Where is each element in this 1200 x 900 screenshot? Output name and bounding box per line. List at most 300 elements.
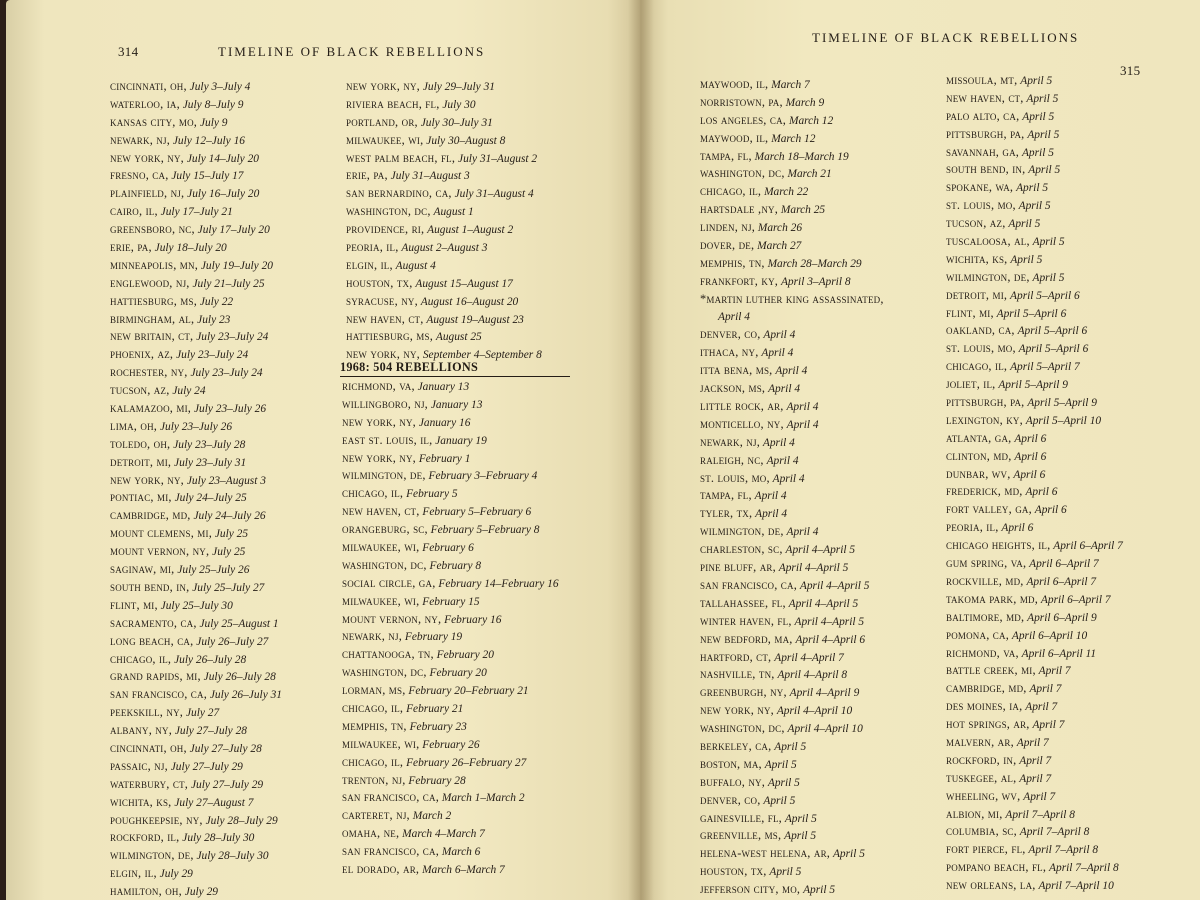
entry-date: April 6 (1014, 450, 1047, 463)
list-item (946, 144, 1123, 162)
entry-date: July 18–July 20 (154, 242, 227, 255)
entry-date: July 27–July 29 (190, 778, 264, 791)
entry-place: pontiac, mi, (110, 490, 172, 505)
entry-date: July 28–July 30 (196, 850, 269, 863)
entry-place: hattiesburg, ms, (110, 293, 198, 308)
entry-date: March 12 (788, 114, 834, 127)
list-item (700, 309, 884, 327)
entry-place: phoenix, az, (110, 347, 174, 362)
entry-place: fort valley, ga, (946, 502, 1032, 517)
list-item (110, 454, 282, 472)
list-item (110, 311, 282, 329)
entry-place: berkeley, ca, (700, 738, 772, 753)
entry-place: gainesville, fl, (700, 810, 782, 825)
entry-date: March 6–March 7 (422, 864, 505, 877)
entry-place: st. louis, mo, (946, 341, 1016, 356)
entry-place: hamilton, oh, (110, 884, 182, 899)
list-item (700, 94, 884, 112)
list-item (110, 150, 282, 168)
entry-date: April 6–April 7 (1029, 558, 1099, 571)
entry-date: April 4 (761, 347, 794, 360)
entry-date: February 20 (429, 667, 487, 680)
entry-date: April 5 (1021, 146, 1054, 159)
entry-place: denver, co, (700, 792, 761, 807)
entry-place: lima, oh, (110, 418, 158, 433)
list-item (110, 489, 282, 507)
entry-date: February 16 (444, 613, 502, 626)
entry-date: April 5–April 6 (996, 307, 1067, 320)
entry-date: April 4 (718, 310, 750, 323)
entry-place: washington, dc, (700, 166, 785, 181)
list-item (342, 467, 559, 485)
list-item (946, 358, 1123, 376)
list-item (700, 487, 884, 505)
entry-date: April 4 (786, 418, 819, 431)
entry-date: April 5 (774, 740, 807, 753)
list-item (110, 776, 282, 794)
list-item (946, 698, 1123, 716)
entry-date: March 1–March 2 (441, 792, 525, 805)
entry-place: gum spring, va, (946, 556, 1027, 571)
entry-date: March 21 (787, 168, 832, 181)
entry-place: chicago heights, il, (946, 538, 1051, 553)
entry-date: April 4–April 10 (776, 705, 853, 718)
entry-place: cambridge, md, (946, 681, 1027, 696)
list-item (342, 861, 559, 879)
entry-date: July 31–August 2 (458, 152, 538, 165)
entry-place: greensboro, nc, (110, 222, 195, 237)
list-item (700, 398, 884, 416)
list-item (346, 239, 542, 257)
entry-place: south bend, in, (110, 579, 190, 594)
entry-date: February 20 (436, 649, 494, 662)
entry-place: toledo, oh, (110, 436, 171, 451)
entry-place: kalamazoo, mi, (110, 401, 192, 416)
list-item (342, 485, 559, 503)
entry-date: April 5–April 9 (1027, 397, 1097, 410)
entry-date: April 4 (768, 383, 801, 396)
entry-place: pomona, ca, (946, 627, 1010, 642)
entry-place: *martin luther king assassinated, (700, 291, 884, 306)
entry-date: April 5 (803, 884, 836, 897)
entry-place: boston, ma, (700, 756, 762, 771)
running-head: TIMELINE OF BLACK REBELLIONS (812, 30, 1080, 45)
entry-date: March 22 (764, 186, 809, 199)
entry-place: hattiesburg, ms, (346, 329, 434, 344)
left-column-2-top (346, 78, 542, 364)
list-item (110, 346, 282, 364)
entry-place: chicago, il, (342, 486, 404, 501)
entry-place: lexington, ky, (946, 412, 1023, 427)
list-item (946, 483, 1123, 501)
list-item (946, 662, 1123, 680)
entry-place: flint, mi, (946, 305, 994, 320)
entry-date: July 25–July 26 (177, 564, 250, 577)
entry-place: nashville, tn, (700, 667, 775, 682)
entry-date: July 24–July 26 (193, 510, 266, 523)
entry-place: newark, nj, (700, 434, 760, 449)
entry-place: plainfield, nj, (110, 186, 185, 201)
entry-date: July 23–August 3 (186, 474, 266, 487)
entry-date: July 15–July 17 (171, 170, 244, 183)
entry-place: greenburgh, ny, (700, 685, 787, 700)
entry-date: August 1–August 2 (427, 224, 514, 237)
entry-date: April 5–April 6 (1017, 325, 1088, 338)
entry-date: August 16–August 20 (420, 295, 519, 308)
list-item (342, 628, 559, 646)
list-item (342, 682, 559, 700)
entry-place: new york, ny, (342, 450, 416, 465)
list-item (700, 774, 884, 792)
list-item (346, 311, 542, 329)
list-item (110, 740, 282, 758)
entry-place: waterbury, ct, (110, 776, 189, 791)
entry-date: January 13 (417, 381, 470, 393)
list-item (700, 130, 884, 148)
entry-date: July 17–July 20 (197, 224, 270, 237)
entry-date: April 5 (763, 794, 796, 807)
entry-date: April 7 (1019, 772, 1052, 785)
list-item (342, 843, 559, 861)
entry-date: March 12 (771, 132, 816, 145)
entry-date: April 4 (763, 329, 796, 342)
list-item (342, 378, 559, 396)
entry-place: oakland, ca, (946, 323, 1015, 338)
entry-date: July 31–August 3 (390, 170, 470, 183)
entry-place: hartsdale ,ny, (700, 202, 779, 217)
entry-place: passaic, nj, (110, 758, 168, 773)
list-item (110, 651, 282, 669)
list-item (342, 772, 559, 790)
entry-date: July 25–July 30 (160, 599, 233, 612)
entry-date: March 18–March 19 (754, 150, 849, 163)
entry-place: cincinnati, oh, (110, 79, 187, 93)
entry-date: August 19–August 23 (426, 313, 524, 326)
entry-date: July 29–July 31 (422, 81, 495, 93)
list-item (342, 646, 559, 664)
entry-date: April 4–April 10 (787, 723, 863, 736)
list-item (946, 269, 1123, 287)
list-item (110, 525, 282, 543)
entry-place: fresno, ca, (110, 168, 169, 183)
entry-date: April 5–April 6 (1010, 289, 1080, 302)
list-item (700, 881, 884, 899)
entry-date: April 7 (1032, 719, 1065, 732)
entry-place: mount clemens, mi, (110, 526, 212, 541)
entry-place: takoma park, md, (946, 591, 1039, 606)
list-item (342, 736, 559, 754)
list-item (946, 877, 1123, 895)
entry-date: April 6–April 7 (1040, 593, 1111, 606)
entry-place: new haven, ct, (346, 311, 424, 326)
list-item (342, 664, 559, 682)
entry-place: jefferson city, mo, (700, 882, 801, 897)
list-item (110, 507, 282, 525)
entry-date: April 7–April 8 (1049, 862, 1119, 875)
list-item (946, 108, 1123, 126)
entry-place: willingboro, nj, (342, 396, 428, 411)
list-item (110, 883, 282, 900)
entry-date: April 4–April 6 (795, 633, 866, 646)
list-item (342, 825, 559, 843)
entry-place: new haven, ct, (342, 504, 420, 519)
entry-place: fort pierce, fl, (946, 842, 1026, 857)
list-item (946, 609, 1123, 627)
entry-date: July 3–July 4 (189, 81, 251, 93)
entry-place: orangeburg, sc, (342, 522, 428, 537)
entry-place: new orleans, la, (946, 878, 1036, 893)
list-item (700, 613, 884, 631)
entry-place: west palm beach, fl, (346, 150, 456, 165)
entry-date: April 7 (1016, 736, 1049, 749)
left-column-1 (110, 78, 282, 900)
section-heading: 1968: 504 REBELLIONS (340, 360, 570, 377)
entry-date: July 23–July 26 (193, 403, 267, 416)
entry-place: new york, ny, (342, 414, 416, 429)
entry-place: clinton, md, (946, 448, 1012, 463)
entry-date: April 4–April 5 (794, 615, 865, 628)
entry-date: April 4 (755, 508, 788, 521)
entry-date: April 7 (1038, 665, 1071, 678)
list-item (700, 720, 884, 738)
entry-place: tampa, fl, (700, 148, 752, 163)
entry-place: tucson, az, (946, 216, 1006, 231)
list-item (110, 382, 282, 400)
entry-date: April 5 (784, 830, 817, 843)
entry-date: April 5 (1018, 200, 1051, 213)
right-column-1 (700, 76, 884, 899)
entry-place: frederick, md, (946, 484, 1023, 499)
entry-date: March 6 (441, 846, 481, 859)
entry-place: san francisco, ca, (700, 577, 798, 592)
entry-place: new york, ny, (346, 79, 420, 93)
entry-place: st. louis, mo, (946, 198, 1016, 213)
list-item (700, 362, 884, 380)
entry-date: July 14–July 20 (186, 152, 259, 165)
list-item (700, 702, 884, 720)
entry-date: April 5 (764, 758, 797, 771)
list-item (700, 148, 884, 166)
list-item (700, 344, 884, 362)
entry-date: March 4–March 7 (402, 828, 485, 841)
list-item (946, 90, 1123, 108)
entry-date: August 2–August 3 (401, 242, 488, 255)
list-item (346, 150, 542, 168)
entry-place: san francisco, ca, (342, 844, 440, 859)
list-item (946, 788, 1123, 806)
entry-date: July 27 (185, 707, 220, 720)
entry-place: san francisco, ca, (110, 687, 208, 702)
entry-place: missoula, mt, (946, 73, 1018, 87)
entry-place: buffalo, ny, (700, 774, 766, 789)
entry-date: April 5 (1026, 92, 1059, 105)
entry-place: riviera beach, fl, (346, 96, 440, 111)
entry-date: March 25 (780, 204, 826, 217)
list-item (700, 863, 884, 881)
entry-place: ithaca, ny, (700, 345, 759, 360)
entry-date: July 19–July 20 (200, 259, 273, 272)
entry-place: pittsburgh, pa, (946, 126, 1025, 141)
list-item (342, 754, 559, 772)
list-item (946, 555, 1123, 573)
entry-place: greenville, ms, (700, 828, 782, 843)
entry-place: mount vernon, ny, (110, 544, 210, 559)
entry-date: April 4–April 8 (777, 669, 848, 682)
list-item (110, 758, 282, 776)
list-item (346, 78, 542, 96)
right-column-2 (946, 72, 1123, 895)
entry-date: April 4 (786, 526, 819, 539)
entry-place: wichita, ks, (946, 251, 1008, 266)
entry-place: new haven, ct, (946, 90, 1024, 105)
entry-place: elgin, il, (346, 257, 393, 272)
list-item (342, 593, 559, 611)
list-item (110, 472, 282, 490)
list-item (110, 597, 282, 615)
entry-date: March 27 (757, 240, 802, 253)
entry-date: February 8 (429, 559, 482, 572)
entry-place: wheeling, wv, (946, 788, 1021, 803)
entry-place: chicago, il, (110, 651, 172, 666)
entry-place: little rock, ar, (700, 399, 784, 414)
list-item (110, 865, 282, 883)
entry-date: July 23–July 24 (176, 349, 249, 362)
entry-place: wilmington, de, (700, 524, 784, 539)
entry-place: rochester, ny, (110, 365, 188, 380)
entry-date: April 4 (772, 472, 805, 485)
entry-date: April 4 (766, 454, 799, 467)
list-item (700, 255, 884, 273)
list-item (700, 845, 884, 863)
list-item (946, 859, 1123, 877)
entry-place: spokane, wa, (946, 180, 1014, 195)
entry-date: July 30 (442, 98, 476, 111)
list-item (700, 505, 884, 523)
list-item (346, 185, 542, 203)
entry-date: February 6 (422, 542, 474, 555)
entry-date: April 5 (1010, 253, 1043, 266)
entry-place: linden, nj, (700, 220, 755, 235)
entry-place: rockford, il, (110, 830, 180, 845)
list-item (110, 400, 282, 418)
entry-place: winter haven, fl, (700, 613, 792, 628)
list-item (946, 752, 1123, 770)
entry-place: charleston, sc, (700, 542, 783, 557)
entry-place: cincinnati, oh, (110, 740, 187, 755)
list-item (946, 519, 1123, 537)
list-item (342, 557, 559, 575)
list-item (946, 430, 1123, 448)
list-item (700, 326, 884, 344)
entry-date: September 4–September 8 (422, 349, 542, 362)
entry-place: milwaukee, wi, (342, 540, 420, 555)
list-item (342, 539, 559, 557)
entry-date: April 7 (1019, 754, 1052, 767)
entry-place: des moines, ia, (946, 699, 1023, 714)
list-item (342, 450, 559, 468)
entry-place: kansas city, mo, (110, 114, 198, 129)
list-item (700, 684, 884, 702)
list-item (110, 185, 282, 203)
entry-place: new bedford, ma, (700, 631, 793, 646)
list-item (110, 418, 282, 436)
list-item (346, 132, 542, 150)
entry-date: April 7–April 8 (1005, 808, 1075, 821)
entry-place: pompano beach, fl, (946, 860, 1047, 875)
entry-date: July 27–July 28 (189, 742, 262, 755)
entry-date: August 4 (395, 259, 436, 272)
list-item (110, 203, 282, 221)
entry-place: dunbar, wv, (946, 466, 1011, 481)
list-item (342, 396, 559, 414)
entry-date: March 2 (412, 810, 452, 823)
entry-date: July 23–July 28 (173, 438, 246, 451)
entry-place: tampa, fl, (700, 488, 752, 503)
entry-date: February 26 (422, 738, 480, 751)
entry-date: April 4–April 5 (799, 579, 870, 592)
list-item (346, 221, 542, 239)
entry-place: raleigh, nc, (700, 452, 764, 467)
list-item (700, 165, 884, 183)
entry-date: February 14–February 16 (438, 577, 559, 590)
entry-place: trenton, nj, (342, 772, 406, 787)
entry-date: April 4 (775, 365, 808, 378)
entry-place: peoria, il, (946, 520, 999, 535)
entry-date: April 5 (1032, 271, 1065, 284)
entry-place: syracuse, ny, (346, 293, 418, 308)
list-item (946, 627, 1123, 645)
entry-date: April 5–April 9 (998, 379, 1068, 392)
entry-date: April 4 (762, 436, 795, 449)
entry-place: wilmington, de, (946, 269, 1030, 284)
entry-date: April 7–April 10 (1038, 880, 1114, 893)
list-item (700, 792, 884, 810)
entry-place: baltimore, md, (946, 609, 1025, 624)
entry-date: April 4–April 5 (788, 597, 859, 610)
entry-place: washington, dc, (342, 665, 427, 680)
entry-place: long beach, ca, (110, 633, 194, 648)
list-item (342, 503, 559, 521)
entry-place: malvern, ar, (946, 734, 1014, 749)
entry-place: newark, nj, (110, 132, 170, 147)
entry-date: April 6–April 7 (1026, 575, 1097, 588)
entry-place: flint, mi, (110, 597, 158, 612)
entry-date: January 13 (430, 398, 483, 411)
list-item (946, 233, 1123, 251)
entry-place: providence, ri, (346, 222, 425, 237)
entry-place: rockville, md, (946, 573, 1024, 588)
list-item (946, 179, 1123, 197)
list-item (700, 649, 884, 667)
entry-date: February 3–February 4 (428, 470, 538, 483)
entry-place: maywood, il, (700, 77, 769, 91)
left-page (6, 0, 646, 900)
entry-date: April 6–April 11 (1021, 647, 1097, 660)
entry-place: wichita, ks, (110, 794, 172, 809)
entry-date: April 4–April 7 (774, 651, 844, 664)
list-item (110, 794, 282, 812)
entry-date: July 30–August 8 (426, 134, 506, 147)
entry-place: portland, or, (346, 114, 418, 129)
entry-place: hot springs, ar, (946, 717, 1030, 732)
entry-place: chicago, il, (342, 701, 404, 716)
list-item (946, 841, 1123, 859)
entry-date: February 15 (422, 595, 480, 608)
entry-date: April 6 (1014, 432, 1047, 445)
list-item (700, 595, 884, 613)
list-item (110, 328, 282, 346)
list-item (346, 203, 542, 221)
